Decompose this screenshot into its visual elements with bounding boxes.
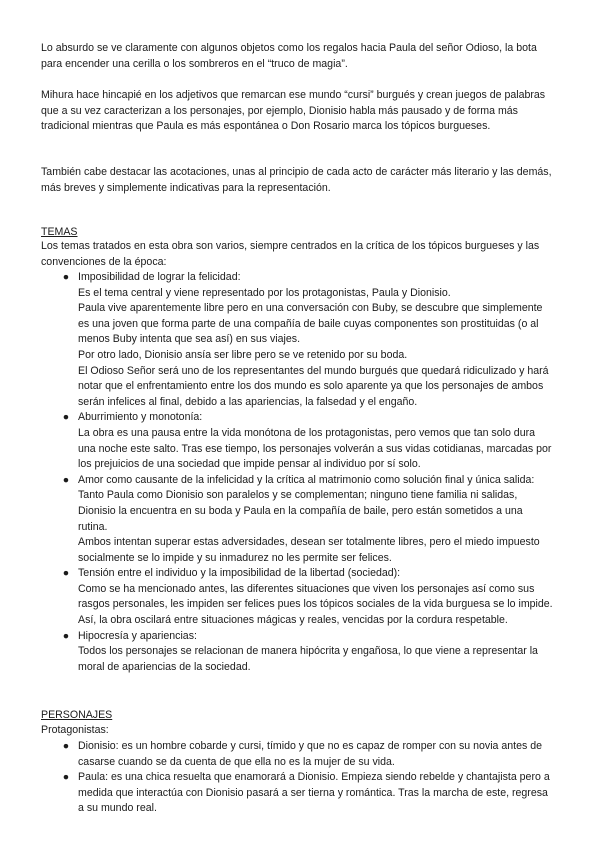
tema-title: Imposibilidad de lograr la felicidad: <box>78 271 241 283</box>
temas-heading: TEMAS <box>41 226 78 238</box>
bullet-icon: ● <box>62 567 70 580</box>
list-item <box>41 739 553 770</box>
tema-line: La obra es una pausa entre la vida monótona de los protagonistas, pero vemos que tan solo dura una noche este salto. Tras ese tiempo, los personajes volverán a sus vidas cotidianas, marcadas por los prejuicios de una sociedad que impide pensar al individuo por sí solo. <box>78 426 552 471</box>
tema-line: Es el tema central y viene representado por los protagonistas, Paula y Dionisio. <box>78 286 451 299</box>
paragraph-adjetivos: Mihura hace hincapié en los adjetivos que remarcan ese mundo “cursi” burgués y crean juegos de palabras que a su vez caracterizan a los personajes, por ejemplo, Dionisio habla más pausado y de forma más tradicional mientras que Paula es más espontánea o Don Rosario marca los tópicos burgueses. <box>41 89 546 133</box>
personajes-subheading: Protagonistas: <box>41 724 109 736</box>
tema-line: Como se ha mencionado antes, las diferentes situaciones que viven los personajes así como sus rasgos personales, les impiden ser felices pues los tópicos sociales de la vida burguesa se lo impide. Así, la obra oscilará entre situaciones mágicas y reales, vencidas por la cordura respetable. <box>78 582 553 627</box>
paragraph-absurdo: Lo absurdo se ve claramente con algunos objetos como los regalos hacia Paula del señor Odioso, la bota para encender una cerilla o los sombreros en el “truco de magia”. <box>41 42 537 70</box>
bullet-icon: ● <box>62 740 70 752</box>
bullet-icon: ● <box>62 411 70 424</box>
tema-line: Todos los personajes se relacionan de manera hipócrita y engañosa, lo que viene a representar la moral de apariencias de la sociedad. <box>78 645 538 673</box>
list-item <box>41 770 553 817</box>
temas-intro: Los temas tratados en esta obra son varios, siempre centrados en la crítica de los tópicos burgueses y las convenciones de la época: <box>41 240 540 268</box>
bullet-icon: ● <box>62 771 70 784</box>
tema-line: Por otro lado, Dionisio ansía ser libre pero se ve retenido por su boda. <box>78 348 408 361</box>
list-item <box>41 629 553 676</box>
tema-line: Ambos intentan superar estas adversidades, desean ser totalmente libres, pero el miedo impuesto socialmente se lo impide y su inmadurez no les permite ser felices. <box>78 536 540 564</box>
tema-title: Tensión entre el individuo y la imposibilidad de la libertad (sociedad): <box>78 567 401 580</box>
list-item <box>41 270 553 410</box>
paragraph-acotaciones: También cabe destacar las acotaciones, unas al principio de cada acto de carácter más literario y las demás, más breves y simplemente indicativas para la representación. <box>41 166 552 194</box>
personajes-heading: PERSONAJES <box>41 709 113 721</box>
tema-line: El Odioso Señor será uno de los representantes del mundo burgués que quedará ridiculizado y hará notar que el enfrentamiento entre los dos mundo es solo aparente ya que los personajes de ambos serán infelices al final, debido a las apariencias, la falsedad y el engaño. <box>78 364 549 408</box>
tema-line: Paula vive aparentemente libre pero en una conversación con Buby, se descubre que simplemente es una joven que forma parte de una compañía de baile cuyas componentes son prostituidas (o al menos Buby intenta que sea así) en sus viajes. <box>78 302 543 346</box>
bullet-icon: ● <box>62 473 70 486</box>
personajes-list <box>41 739 553 817</box>
list-item <box>41 473 553 567</box>
list-item <box>41 410 553 472</box>
list-item <box>41 566 553 628</box>
tema-title: Amor como causante de la infelicidad y la crítica al matrimonio como solución final y única salida: <box>78 473 535 486</box>
tema-title: Hipocresía y apariencias: <box>78 629 197 642</box>
tema-line: Tanto Paula como Dionisio son paralelos y se complementan; ninguno tiene familia ni salidas, Dionisio la encuentra en su boda y Paula en la compañía de baile, pero están sometidos a una rutina. <box>78 489 523 533</box>
tema-title: Aburrimiento y monotonía: <box>78 411 203 424</box>
bullet-icon: ● <box>62 629 70 642</box>
bullet-icon: ● <box>62 271 70 283</box>
personaje-paula: Paula: es una chica resuelta que enamorará a Dionisio. Empieza siendo rebelde y chantajista pero a medida que interactúa con Dionisio pasará a ser tierna y romántica. Tras la marcha de este, regresa a su mundo real. <box>78 771 550 815</box>
temas-list <box>41 270 553 675</box>
personaje-dionisio: Dionisio: es un hombre cobarde y cursi, tímido y que no es capaz de romper con su novia antes de casarse cuando se da cuenta de que ella no es la mujer de su vida. <box>78 740 543 768</box>
